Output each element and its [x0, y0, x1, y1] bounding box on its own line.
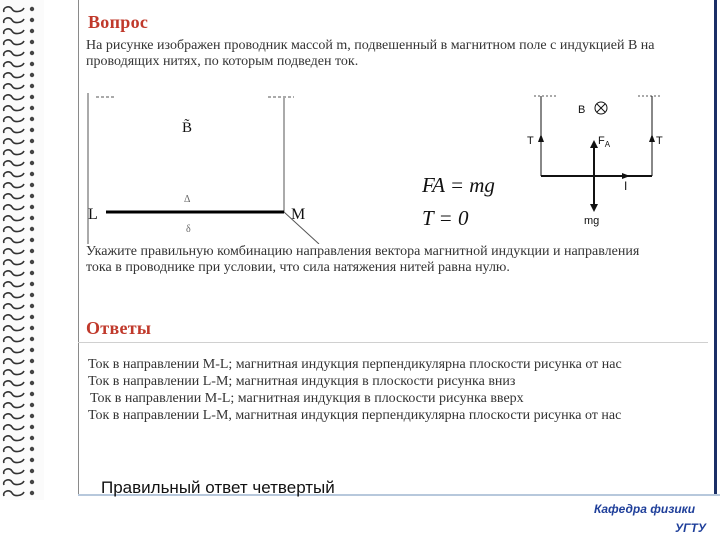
binding-hole [30, 73, 34, 77]
binding-ring [4, 381, 24, 386]
binding-ring [4, 480, 24, 485]
binding-ring [4, 183, 24, 188]
condition-text: Укажите правильную комбинацию направления вектора магнитной индукции и направления тока в проводнике при условии, что сила натяжения нитей равна нулю. [86, 244, 640, 275]
force-diagram [512, 86, 672, 236]
binding-ring [4, 260, 24, 265]
answer-option-2[interactable]: Ток в направлении L-M; магнитная индукция в плоскости рисунка вниз [88, 374, 516, 389]
binding-hole [30, 238, 34, 242]
binding-ring [4, 62, 24, 67]
binding-ring [4, 106, 24, 111]
answer-option-4[interactable]: Ток в направлении L-M, магнитная индукция перпендикулярна плоскости рисунка от нас [88, 408, 622, 423]
binding-ring [4, 84, 24, 89]
field-label-B: B̃ [182, 120, 193, 136]
binding-hole [30, 205, 34, 209]
binding-ring [4, 117, 24, 122]
binding-hole [30, 260, 34, 264]
binding-hole [30, 29, 34, 33]
correct-answer-text: Правильный ответ четвертый [101, 478, 335, 497]
binding-ring [4, 469, 24, 474]
answer-option-1[interactable]: Ток в направлении M-L; магнитная индукция перпендикулярна плоскости рисунка от нас [88, 357, 622, 372]
binding-hole [30, 106, 34, 110]
binding-ring [4, 370, 24, 375]
binding-hole [30, 95, 34, 99]
label-FA: $F_A$ [598, 135, 611, 149]
page-left-rule [78, 0, 79, 494]
binding-ring [4, 425, 24, 430]
binding-ring [4, 458, 24, 463]
spiral-binding [0, 0, 44, 500]
binding-hole [30, 392, 34, 396]
binding-ring [4, 18, 24, 23]
formula-tension [422, 206, 468, 231]
binding-hole [30, 62, 34, 66]
binding-ring [4, 7, 24, 12]
binding-hole [30, 293, 34, 297]
binding-hole [30, 403, 34, 407]
binding-ring [4, 447, 24, 452]
binding-hole [30, 216, 34, 220]
binding-hole [30, 139, 34, 143]
binding-ring [4, 414, 24, 419]
binding-hole [30, 282, 34, 286]
question-text: На рисунке изображен проводник массой m, подвешенный в магнитном поле с индукцией B на проводящих нитях, по которым подведен ток. [86, 38, 655, 69]
formula-line-1: FA = mg [422, 173, 495, 197]
binding-ring [4, 150, 24, 155]
binding-hole [30, 40, 34, 44]
conductor-figure [80, 88, 320, 244]
binding-ring [4, 359, 24, 364]
binding-hole [30, 425, 34, 429]
binding-hole [30, 480, 34, 484]
answers-heading: Ответы [86, 318, 152, 338]
binding-hole [30, 469, 34, 473]
binding-ring [4, 172, 24, 177]
footer-department: Кафедра физики [594, 502, 696, 516]
binding-ring [4, 128, 24, 133]
label-T-left: T [527, 135, 534, 147]
binding-hole [30, 436, 34, 440]
binding-hole [30, 271, 34, 275]
binding-ring [4, 249, 24, 254]
mark-bottom: δ [186, 224, 191, 235]
binding-hole [30, 84, 34, 88]
binding-ring [4, 337, 24, 342]
binding-hole [30, 249, 34, 253]
binding-hole [30, 447, 34, 451]
binding-hole [30, 183, 34, 187]
binding-hole [30, 150, 34, 154]
binding-ring [4, 29, 24, 34]
binding-ring [4, 315, 24, 320]
binding-hole [30, 194, 34, 198]
binding-hole [30, 359, 34, 363]
label-B: B [578, 104, 586, 116]
binding-ring [4, 238, 24, 243]
binding-hole [30, 227, 34, 231]
binding-hole [30, 18, 34, 22]
binding-ring [4, 403, 24, 408]
binding-ring [4, 293, 24, 298]
end-label-L: L [88, 206, 98, 223]
end-label-M: M [291, 206, 306, 223]
label-I: I [624, 179, 628, 193]
binding-ring [4, 51, 24, 56]
binding-hole [30, 315, 34, 319]
mark-top: Δ [184, 194, 191, 205]
binding-hole [30, 458, 34, 462]
label-T-right: T [656, 135, 663, 147]
binding-hole [30, 51, 34, 55]
binding-ring [4, 216, 24, 221]
binding-hole [30, 117, 34, 121]
footer-university: УГТУ [675, 521, 706, 535]
binding-ring [4, 491, 24, 496]
formula-line-2: T = 0 [422, 206, 469, 230]
binding-hole [30, 491, 34, 495]
binding-hole [30, 381, 34, 385]
binding-hole [30, 348, 34, 352]
binding-ring [4, 95, 24, 100]
binding-ring [4, 304, 24, 309]
binding-hole [30, 370, 34, 374]
binding-ring [4, 40, 24, 45]
binding-ring [4, 227, 24, 232]
binding-hole [30, 304, 34, 308]
binding-ring [4, 205, 24, 210]
formula-force-balance [422, 173, 495, 198]
binding-ring [4, 194, 24, 199]
binding-ring [4, 161, 24, 166]
binding-ring [4, 271, 24, 276]
answer-option-3[interactable]: Ток в направлении M-L; магнитная индукция в плоскости рисунка вверх [90, 391, 524, 406]
answers-list [88, 357, 628, 425]
binding-hole [30, 161, 34, 165]
binding-hole [30, 414, 34, 418]
binding-hole [30, 326, 34, 330]
binding-hole [30, 128, 34, 132]
page-right-border [714, 0, 717, 494]
binding-ring [4, 139, 24, 144]
binding-hole [30, 172, 34, 176]
binding-ring [4, 73, 24, 78]
binding-ring [4, 326, 24, 331]
binding-hole [30, 7, 34, 11]
binding-ring [4, 282, 24, 287]
binding-ring [4, 436, 24, 441]
binding-rings-icon [0, 2, 44, 500]
binding-ring [4, 348, 24, 353]
question-heading: Вопрос [88, 12, 149, 32]
binding-hole [30, 337, 34, 341]
binding-ring [4, 392, 24, 397]
label-mg: mg [584, 215, 600, 227]
